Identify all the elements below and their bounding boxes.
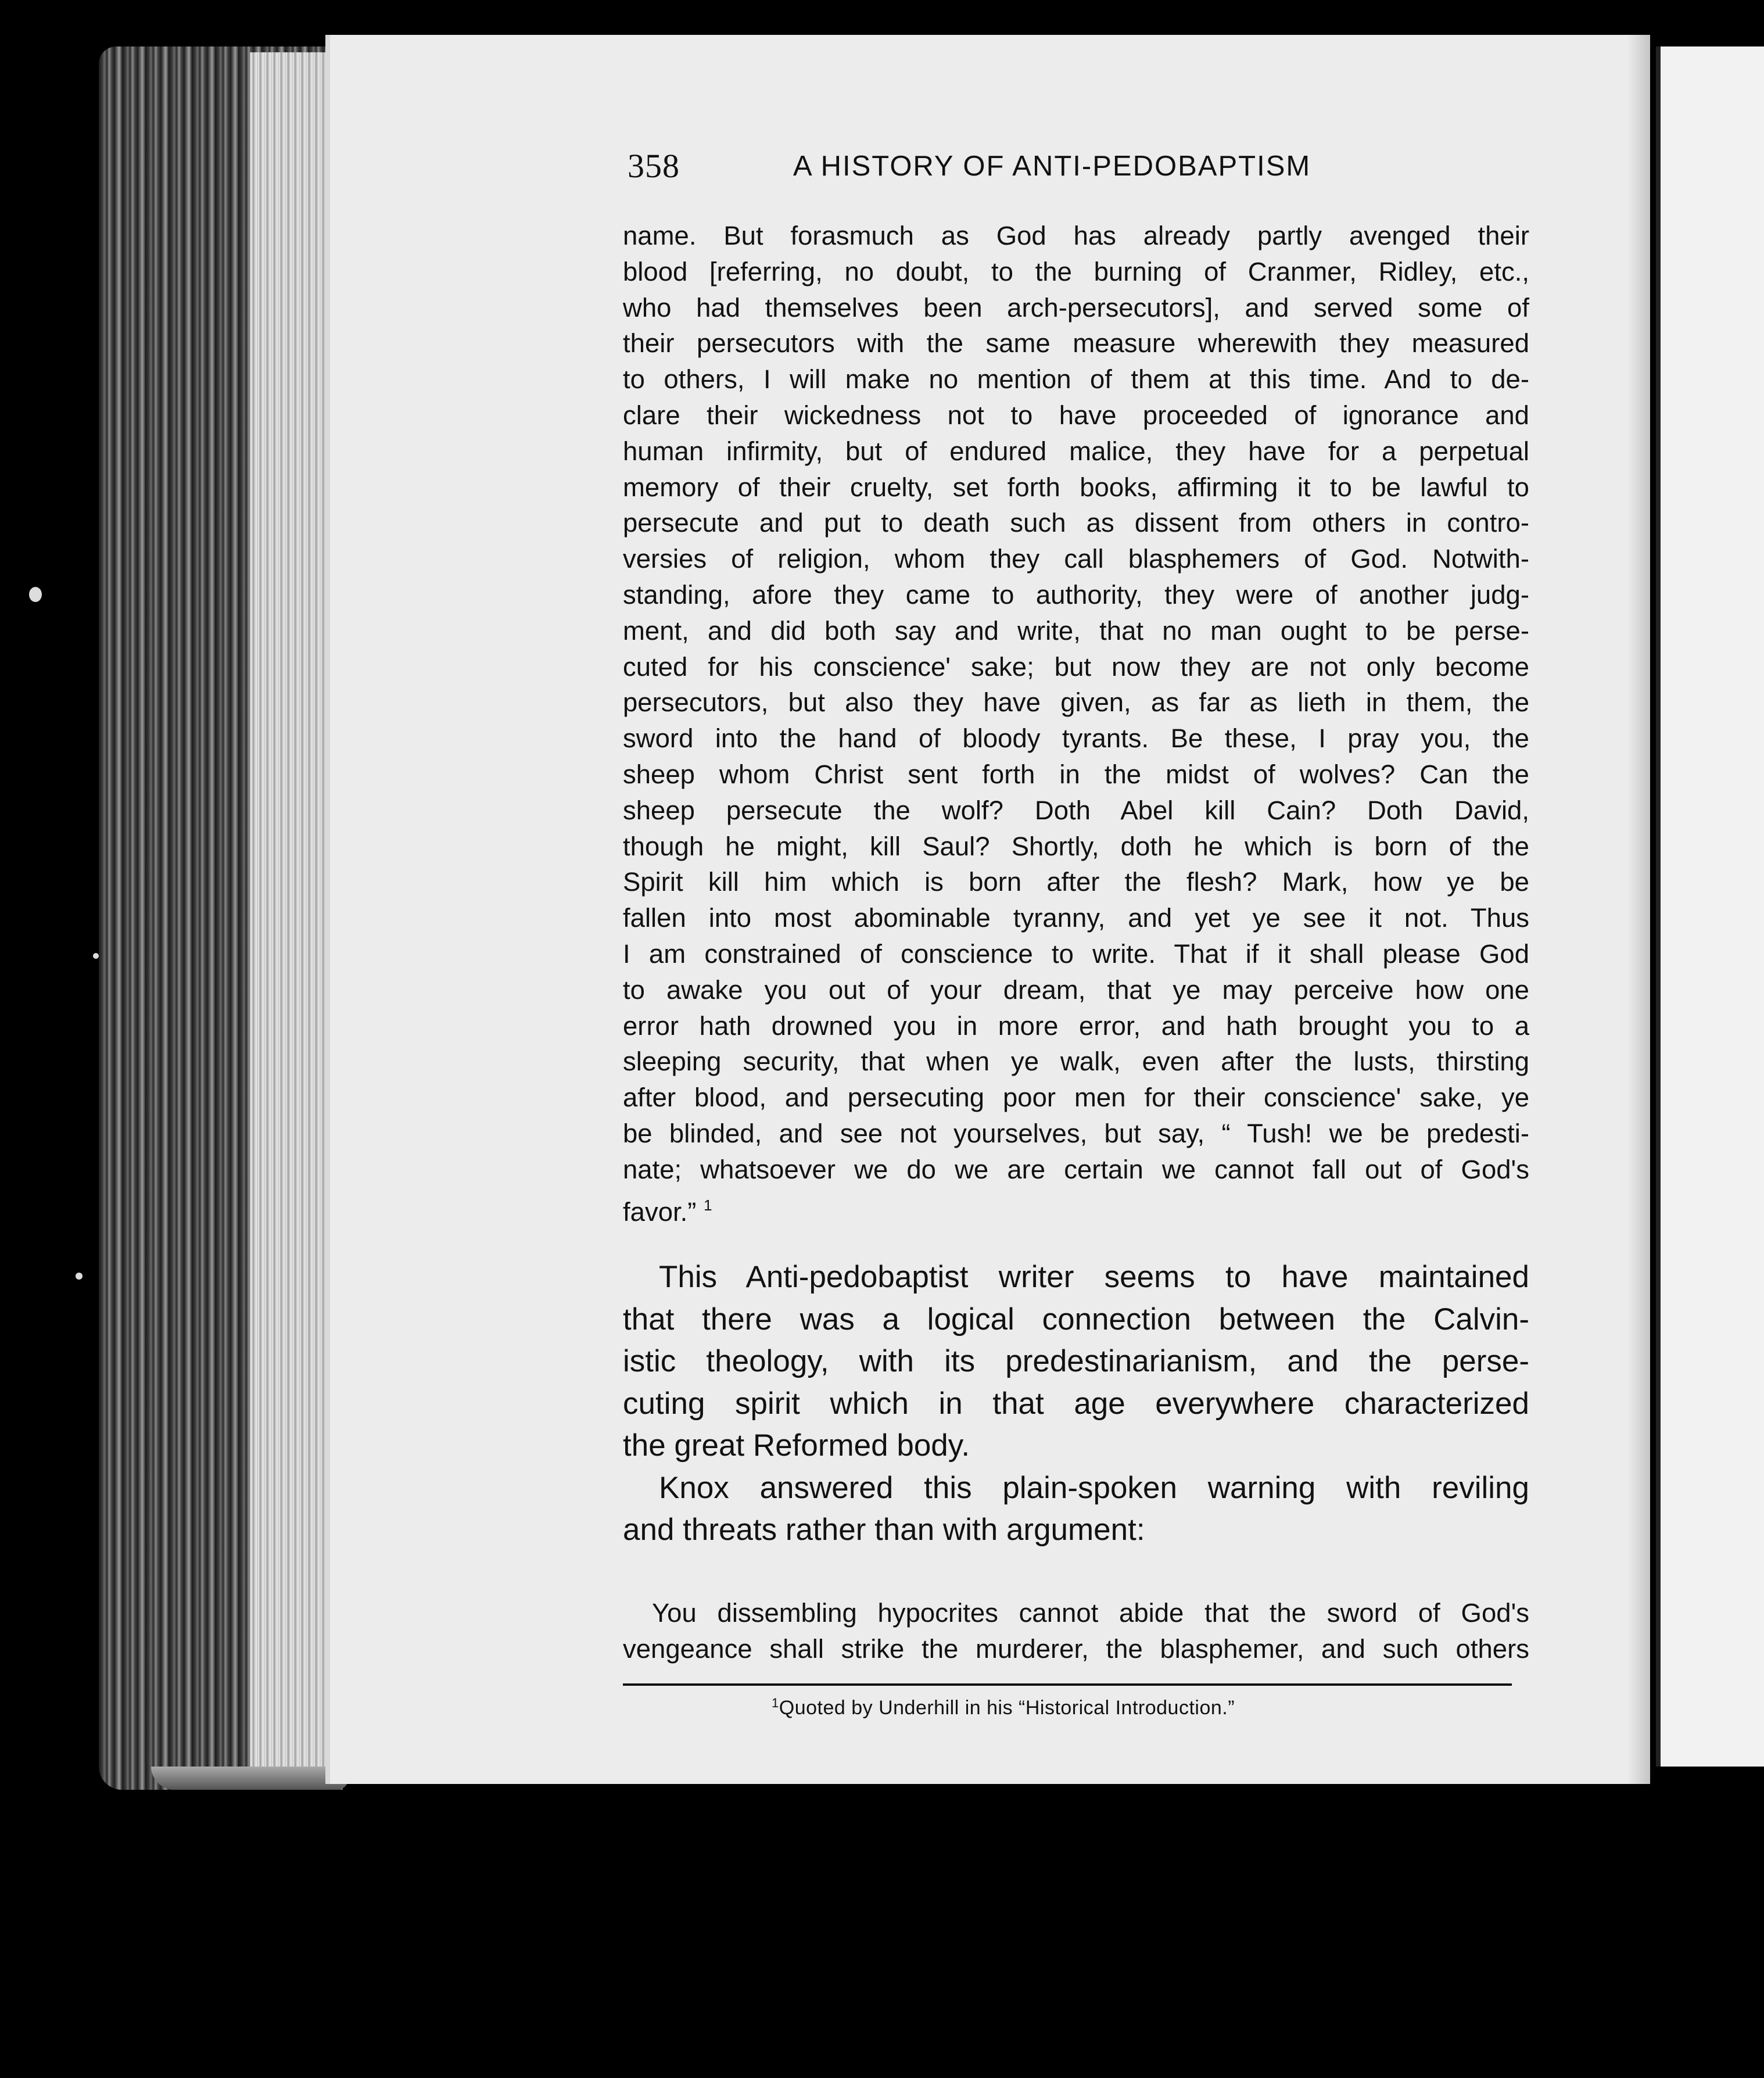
quote-line: vengeance shall strike the murderer, the blasphemer, and such others bbox=[623, 1634, 1529, 1664]
footnote-text: Quoted by Underhill in his “Historical Introduction.” bbox=[779, 1697, 1235, 1719]
quote-line: I am constrained of conscience to write. That if it shall please God bbox=[623, 938, 1529, 969]
footnote bbox=[772, 1696, 1235, 1719]
quote-line: to others, I will make no mention of them at this time. And to de- bbox=[623, 364, 1529, 395]
body-text bbox=[623, 1256, 1529, 1552]
quote-line: sleeping security, that when ye walk, even after the lusts, thirsting bbox=[623, 1047, 1529, 1077]
knox-quote bbox=[623, 1595, 1529, 1667]
book-stack-bottom bbox=[151, 1767, 349, 1790]
quote-line: cuted for his conscience' sake; but now they are not only become bbox=[623, 651, 1529, 682]
quote-line: persecute and put to death such as dissent from others in contro- bbox=[623, 508, 1529, 538]
dust-speck bbox=[93, 953, 99, 959]
quote-line: name. But forasmuch as God has already partly avenged their bbox=[623, 221, 1529, 250]
quote-line: error hath drowned you in more error, and hath brought you to a bbox=[623, 1011, 1529, 1041]
quote-line: their persecutors with the same measure wherewith they measured bbox=[623, 328, 1529, 359]
page-number: 358 bbox=[628, 147, 680, 185]
quote-line: though he might, kill Saul? Shortly, doth he which is born of the bbox=[623, 831, 1529, 861]
paragraph-line: Knox answered this plain-spoken warning with reviling bbox=[659, 1470, 1529, 1505]
running-title: A HISTORY OF ANTI-PEDOBAPTISM bbox=[793, 151, 1311, 182]
opposite-page-edge bbox=[1656, 46, 1764, 1767]
quote-line: versies of religion, whom they call blasphemers of God. Notwith- bbox=[623, 544, 1529, 574]
quote-line: human infirmity, but of endured malice, they have for a perpetual bbox=[623, 436, 1529, 466]
paragraph-line: This Anti-pedobaptist writer seems to have maintained bbox=[659, 1260, 1529, 1294]
footnote-marker: 1 bbox=[772, 1696, 779, 1710]
quote-line: standing, afore they came to authority, they were of another judg- bbox=[623, 579, 1529, 610]
dust-speck bbox=[29, 587, 42, 602]
quote-line: Spirit kill him which is born after the flesh? Mark, how ye be bbox=[623, 867, 1529, 897]
paragraph-line: istic theology, with its predestinarianism, and the perse- bbox=[623, 1344, 1529, 1378]
quote-line: blood [referring, no doubt, to the burning of Cranmer, Ridley, etc., bbox=[623, 256, 1529, 286]
quote-line: sword into the hand of bloody tyrants. Be these, I pray you, the bbox=[623, 723, 1529, 754]
quote-line: who had themselves been arch-persecutors], and served some of bbox=[623, 292, 1529, 323]
book-page-edges bbox=[250, 52, 325, 1790]
quote-last-line bbox=[623, 1188, 1529, 1230]
paragraph-line: cuting spirit which in that age everywhere characterized bbox=[623, 1386, 1529, 1421]
footnote-reference: 1 bbox=[704, 1196, 712, 1214]
quote-line: after blood, and persecuting poor men for their conscience' sake, ye bbox=[623, 1083, 1529, 1113]
quote-last-line-text: favor.” bbox=[623, 1196, 697, 1227]
quote-line: clare their wickedness not to have proceeded of ignorance and bbox=[623, 400, 1529, 430]
paragraph-line: the great Reformed body. bbox=[623, 1428, 970, 1463]
quote-line: sheep whom Christ sent forth in the midst of wolves? Can the bbox=[623, 759, 1529, 789]
paragraph-line: that there was a logical connection between the Calvin- bbox=[623, 1302, 1529, 1337]
quote-line: to awake you out of your dream, that ye may perceive how one bbox=[623, 974, 1529, 1005]
quote-line: fallen into most abominable tyranny, and yet ye see it not. Thus bbox=[623, 903, 1529, 933]
quote-line: memory of their cruelty, set forth books, affirming it to be lawful to bbox=[623, 472, 1529, 502]
paragraph-line: and threats rather than with argument: bbox=[623, 1513, 1145, 1547]
quote-line: sheep persecute the wolf? Doth Abel kill Cain? Doth David, bbox=[623, 795, 1529, 825]
running-head bbox=[628, 146, 1522, 187]
quote-line: You dissembling hypocrites cannot abide that the sword of God's bbox=[652, 1598, 1529, 1628]
footnote-rule bbox=[623, 1683, 1512, 1686]
quote-line: be blinded, and see not yourselves, but say, “ Tush! we be predesti- bbox=[623, 1118, 1529, 1148]
quote-passage bbox=[623, 218, 1529, 1230]
dust-speck bbox=[76, 1273, 83, 1280]
quote-line: nate; whatsoever we do we are certain we cannot fall out of God's bbox=[623, 1154, 1529, 1184]
quote-line: persecutors, but also they have given, as far as lieth in them, the bbox=[623, 687, 1529, 718]
quote-line: ment, and did both say and write, that no man ought to be perse- bbox=[623, 615, 1529, 646]
